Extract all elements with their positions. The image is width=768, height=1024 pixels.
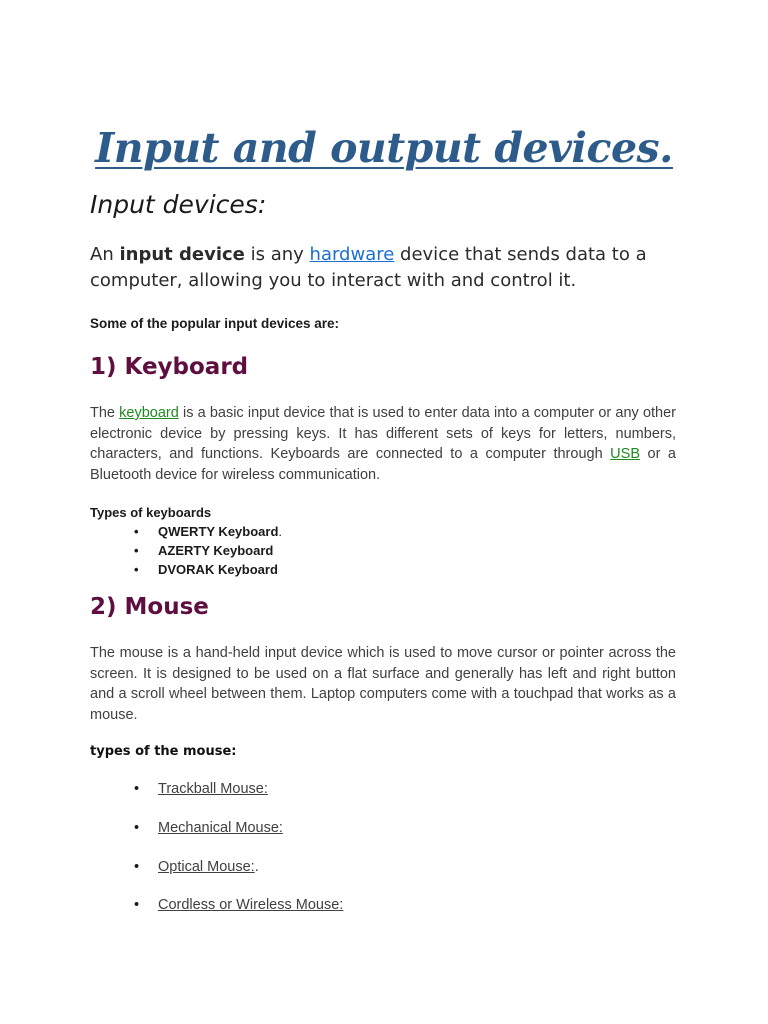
bullet-icon: • [134,781,140,797]
optical-mouse-link[interactable]: Optical Mouse: [158,859,255,875]
keyboard-text-end: or a Bluetooth device for wireless communication. [90,446,677,484]
hardware-link[interactable]: hardware [309,244,395,265]
list-item [134,781,268,797]
intro-middle: is any [244,244,310,265]
usb-link[interactable]: USB [610,446,640,463]
intro-suffix: device that sends data to a computer, allowing you to interact with and control it. [90,244,647,291]
section-subtitle: Input devices: [90,190,267,219]
list-item [134,897,343,913]
list-item [134,522,282,541]
keyboard-text-start: The [90,405,120,421]
list-item [134,541,282,560]
trackball-mouse-link[interactable]: Trackball Mouse: [158,781,268,797]
intro-bold: input device [119,244,245,265]
list-item [134,560,282,579]
wireless-mouse-link[interactable]: Cordless or Wireless Mouse: [158,897,344,913]
bullet-icon: • [134,820,140,836]
keyboard-type-suffix: . [278,524,283,539]
intro-prefix: An [90,244,120,265]
keyboard-paragraph [90,403,676,486]
bullet-icon: • [134,543,139,558]
bullet-icon: • [134,897,140,913]
keyboard-link[interactable]: keyboard [119,405,179,421]
mouse-heading: 2) Mouse [90,594,209,620]
keyboard-text-mid: is a basic input device that is used to enter data into a computer or any other electronic device by pressing keys. It has different sets of keys for letters, numbers, characters, and functions. Keyboards are connected to a computer through [90,405,676,463]
mouse-types-label: types of the mouse: [90,744,237,759]
keyboard-type-azerty: AZERTY Keyboard [158,543,274,558]
optical-suffix: . [254,859,259,875]
page-title: Input and output devices. [95,124,673,172]
mechanical-mouse-link[interactable]: Mechanical Mouse: [158,820,283,836]
list-item [134,859,259,875]
bullet-icon: • [134,562,139,577]
mouse-paragraph: The mouse is a hand-held input device which is used to move cursor or pointer across the screen. It is designed to be used on a flat surface and generally has left and right button and a scroll wheel between them. Laptop computers come with a touchpad that works as a mouse. [90,645,676,724]
popular-devices-label: Some of the popular input devices are: [90,316,340,331]
bullet-icon: • [134,859,140,875]
bullet-icon: • [134,524,139,539]
keyboard-type-dvorak: DVORAK Keyboard [158,562,278,577]
intro-paragraph [90,242,690,294]
keyboard-type-qwerty: QWERTY Keyboard [158,524,279,539]
keyboard-heading: 1) Keyboard [90,354,249,380]
list-item [134,820,283,836]
keyboard-types-label: Types of keyboards [90,505,212,520]
keyboard-types-list [134,522,282,579]
